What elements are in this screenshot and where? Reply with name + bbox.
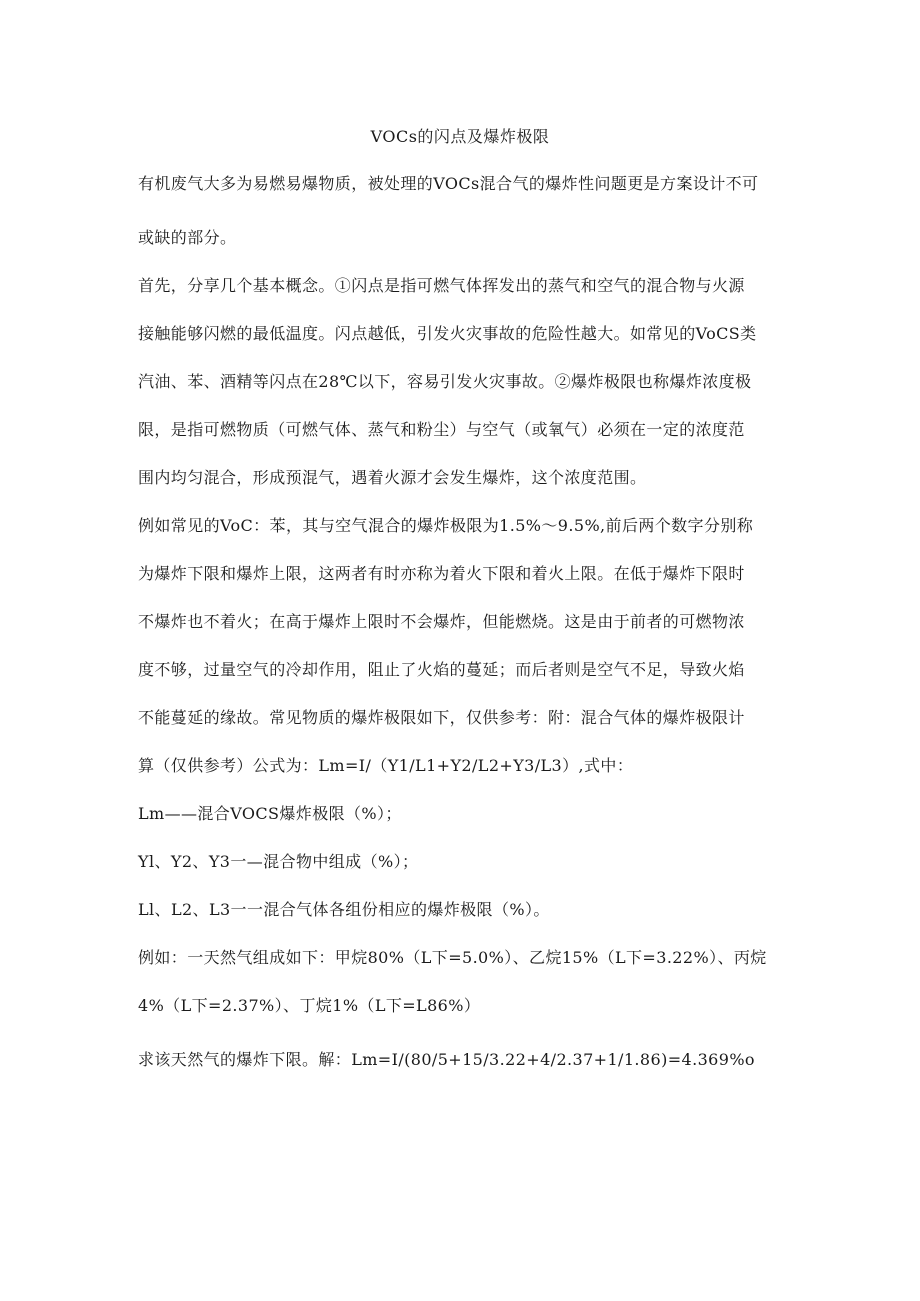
text-line: 度不够，过量空气的冷却作用，阻止了火焰的蔓延；而后者则是空气不足，导致火焰 bbox=[138, 660, 745, 679]
text-line: 例如：一天然气组成如下：甲烷80%（L下=5.0%）、乙烷15%（L下=3.22%）、丙烷 bbox=[138, 948, 767, 967]
text-line: 汽油、苯、酒精等闪点在28℃以下，容易引发火灾事故。②爆炸极限也称爆炸浓度极 bbox=[138, 372, 752, 391]
text-line: 接触能够闪燃的最低温度。闪点越低，引发火灾事故的危险性越大。如常见的VoCS类 bbox=[138, 324, 757, 343]
text-line: 或缺的部分。 bbox=[138, 228, 237, 247]
text-line: 4%（L下=2.37%）、丁烷1%（L下=L86%） bbox=[138, 996, 481, 1015]
text-line: 不能蔓延的缘故。常见物质的爆炸极限如下，仅供参考：附：混合气体的爆炸极限计 bbox=[138, 708, 745, 727]
document-title: VOCs的闪点及爆炸极限 bbox=[370, 127, 550, 146]
text-line: Yl、Y2、Y3一—混合物中组成（%）； bbox=[138, 852, 419, 871]
text-line: 有机废气大多为易燃易爆物质，被处理的VOCs混合气的爆炸性问题更是方案设计不可 bbox=[138, 174, 759, 193]
text-line: 例如常见的VoC：苯，其与空气混合的爆炸极限为1.5%～9.5%,前后两个数字分别称 bbox=[138, 516, 754, 535]
text-line: 算（仅供参考）公式为：Lm=I/（Y1/L1+Y2/L2+Y3/L3）,式中： bbox=[138, 756, 634, 775]
text-line: 限，是指可燃物质（可燃气体、蒸气和粉尘）与空气（或氧气）必须在一定的浓度范 bbox=[138, 420, 745, 439]
text-line: 为爆炸下限和爆炸上限，这两者有时亦称为着火下限和着火上限。在低于爆炸下限时 bbox=[138, 564, 745, 583]
text-line: 首先，分享几个基本概念。①闪点是指可燃气体挥发出的蒸气和空气的混合物与火源 bbox=[138, 276, 745, 295]
text-line: Lm——混合VOCS爆炸极限（%）； bbox=[138, 804, 402, 823]
text-line: 不爆炸也不着火；在高于爆炸上限时不会爆炸，但能燃烧。这是由于前者的可燃物浓 bbox=[138, 612, 745, 631]
text-line: 围内均匀混合，形成预混气，遇着火源才会发生爆炸，这个浓度范围。 bbox=[138, 468, 647, 487]
text-line: Ll、L2、L3一一混合气体各组份相应的爆炸极限（%）。 bbox=[138, 900, 550, 919]
text-line: 求该天然气的爆炸下限。解：Lm=I/(80/5+15/3.22+4/2.37+1/1.86)=4.369%o bbox=[138, 1050, 755, 1069]
